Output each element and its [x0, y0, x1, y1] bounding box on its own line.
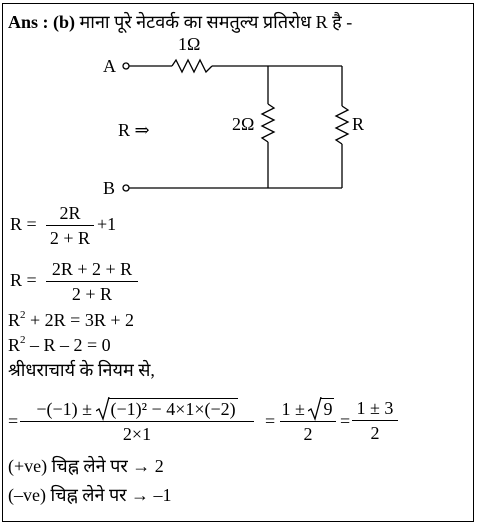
- resistor-2ohm: [262, 104, 274, 142]
- eq1-lhs: R =: [10, 214, 37, 234]
- answer-intro: माना पूरे नेटवर्क का समतुल्य प्रतिरोध R है -: [79, 12, 353, 32]
- label-r: R: [352, 114, 365, 134]
- eq4-rest: – R – 2 = 0: [25, 335, 111, 355]
- q2-num-prefix: 1 ±: [281, 399, 305, 419]
- eq2-fraction: [46, 259, 138, 304]
- eq2-denominator: 2 + R: [71, 284, 113, 304]
- rule-line: श्रीधराचार्य के नियम से,: [8, 360, 155, 380]
- q3-fraction: [352, 398, 398, 443]
- eq2-numerator: 2R + 2 + R: [51, 259, 133, 279]
- q2-numerator: [280, 398, 336, 419]
- label-a: A: [103, 56, 116, 76]
- circuit-diagram: [0, 30, 480, 230]
- q-denominator: 2×1: [122, 424, 152, 444]
- resistor-1ohm: [172, 60, 212, 72]
- label-1ohm: 1Ω: [178, 34, 201, 54]
- eq3-exponent: 2: [20, 309, 26, 321]
- eq4: [8, 335, 111, 355]
- q3-bar: [352, 420, 398, 421]
- q2-radicand: 9: [323, 399, 333, 419]
- eq1-fraction: [46, 203, 94, 248]
- terminal-b: [123, 185, 129, 191]
- label-2ohm: 2Ω: [232, 114, 255, 134]
- eq1-denominator: 2 + R: [49, 228, 91, 248]
- terminal-a: [123, 63, 129, 69]
- answer-header: [8, 12, 352, 32]
- eq4-exponent: 2: [20, 334, 26, 346]
- q2-fraction: [280, 398, 336, 444]
- q-sqrt-icon: [96, 397, 110, 421]
- q-equals-2: =: [265, 411, 276, 431]
- answer-label: Ans : (b): [8, 12, 76, 32]
- q2-sqrt: [321, 398, 334, 419]
- q2-bar: [280, 421, 336, 422]
- eq4-var: R: [8, 335, 21, 355]
- q-equals-3: =: [340, 411, 351, 431]
- minus-case: (–ve) चिह्न लेने पर → –1: [8, 485, 172, 505]
- q2-sqrt-icon: [308, 397, 322, 421]
- q-sqrt: [109, 398, 238, 419]
- q-num-prefix: −(−1) ±: [36, 399, 93, 419]
- q-numerator: [20, 398, 254, 419]
- q-bar: [20, 421, 254, 422]
- eq3-rest: + 2R = 3R + 2: [25, 310, 134, 330]
- q2-denominator: 2: [303, 424, 313, 444]
- q-fraction: [20, 398, 254, 444]
- label-r-equivalent: R ⇒: [118, 120, 150, 140]
- eq3-var: R: [8, 310, 21, 330]
- label-b: B: [103, 178, 116, 198]
- eq2-bar: [46, 281, 138, 282]
- q3-numerator: 1 ± 3: [356, 398, 394, 418]
- eq1-rhs: +1: [97, 214, 117, 234]
- q3-denominator: 2: [370, 423, 380, 443]
- eq3: [8, 310, 134, 330]
- plus-case: (+ve) चिह्न लेने पर → 2: [8, 456, 164, 476]
- resistor-r: [336, 106, 348, 144]
- q-equals: =: [8, 411, 19, 431]
- eq1-numerator: 2R: [59, 203, 81, 223]
- q-radicand: (−1)² − 4×1×(−2): [110, 399, 236, 419]
- eq1-bar: [46, 225, 94, 226]
- eq2-lhs: R =: [10, 270, 37, 290]
